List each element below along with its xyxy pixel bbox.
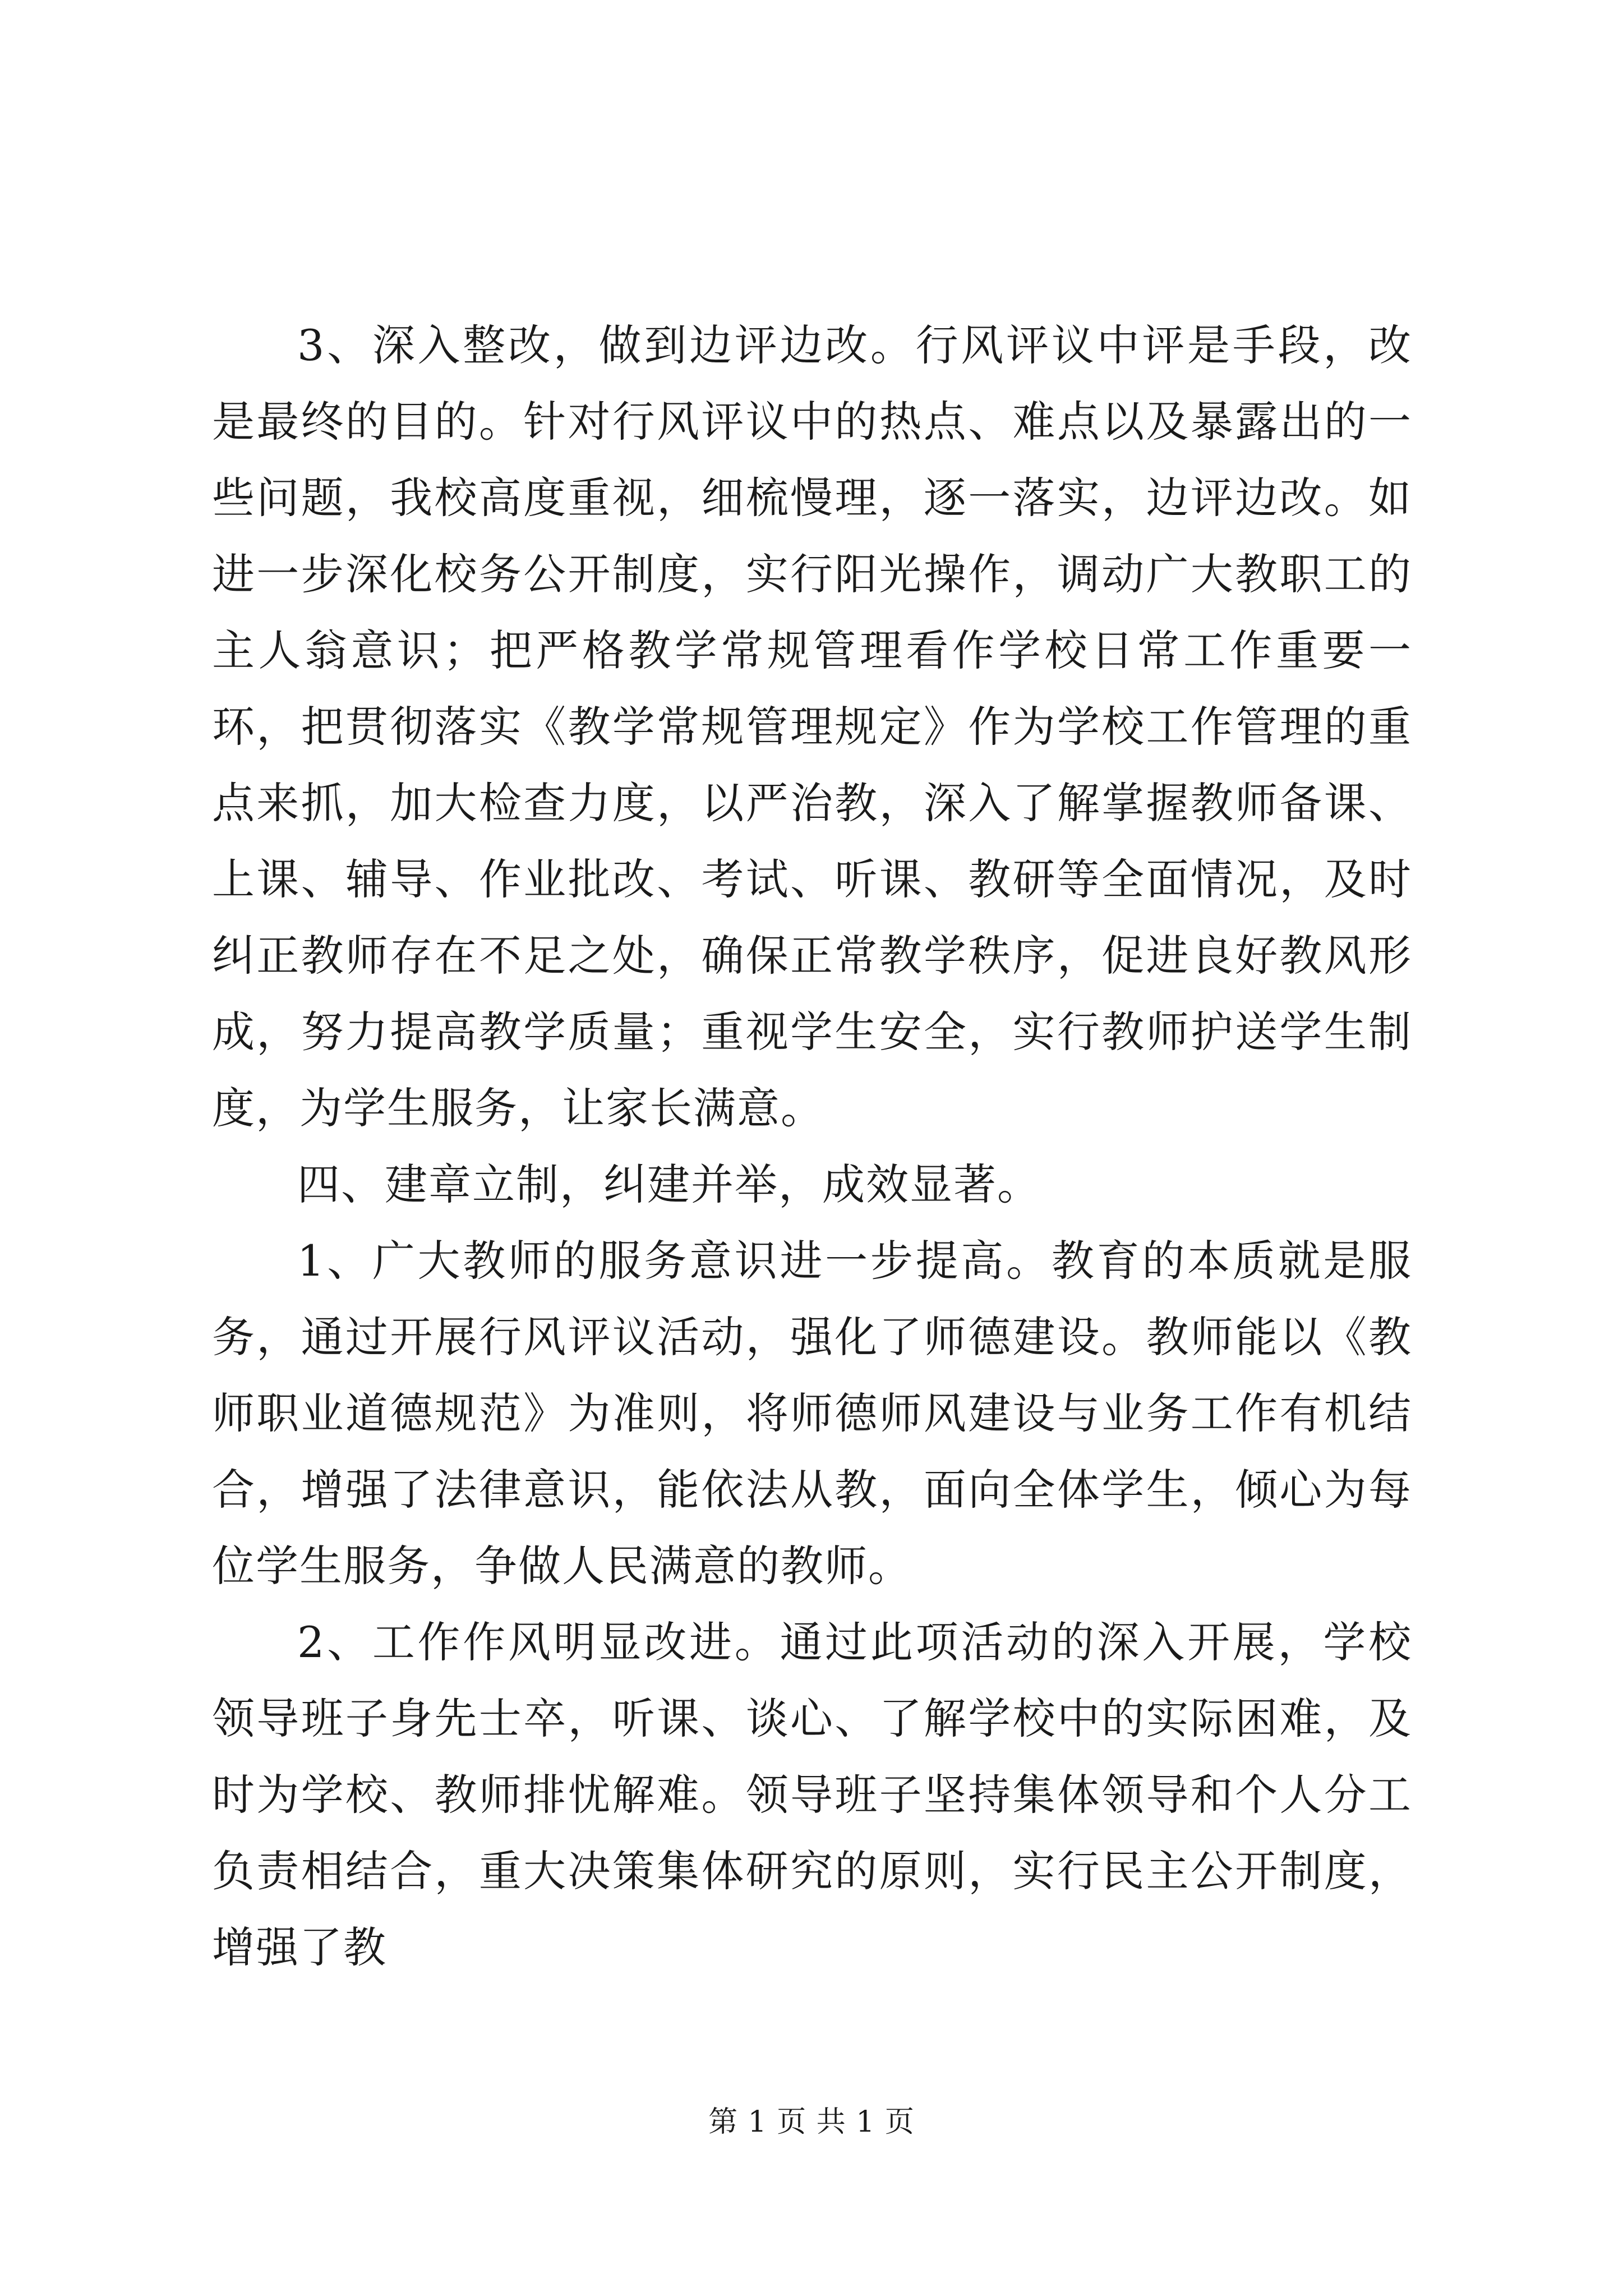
page-number-footer: 第 1 页 共 1 页 (708, 2105, 915, 2139)
document-body (212, 307, 1412, 1986)
paragraph-rectification: 3、深入整改，做到边评边改。行风评议中评是手段，改是最终的目的。针对行风评议中的热点、难点以及暴露出的一些问题，我校高度重视，细梳慢理，逐一落实，边评边改。如进一步深化校务公开制度，实行阳光操作，调动广大教职工的主人翁意识；把严格教学常规管理看作学校日常工作重要一环，把贯彻落实《教学常规管理规定》作为学校工作管理的重点来抓，加大检查力度，以严治教，深入了解掌握教师备课、上课、辅导、作业批改、考试、听课、教研等全面情况，及时纠正教师存在不足之处，确保正常教学秩序，促进良好教风形成，努力提高教学质量；重视学生安全，实行教师护送学生制度，为学生服务，让家长满意。 (212, 320, 1412, 1133)
paragraph-work-style: 2、工作作风明显改进。通过此项活动的深入开展，学校领导班子身先士卒，听课、谈心、了解学校中的实际困难，及时为学校、教师排忧解难。领导班子坚持集体领导和个人分工负责相结合，重大决策集体研究的原则，实行民主公开制度，增强了教 (212, 1617, 1412, 1972)
section-heading-four: 四、建章立制，纠建并举，成效显著。 (297, 1159, 1041, 1209)
paragraph-service-awareness: 1、广大教师的服务意识进一步提高。教育的本质就是服务，通过开展行风评议活动，强化了师德建设。教师能以《教师职业道德规范》为准则，将师德师风建设与业务工作有机结合，增强了法律意识，能依法从教，面向全体学生，倾心为每位学生服务，争做人民满意的教师。 (212, 1236, 1412, 1591)
